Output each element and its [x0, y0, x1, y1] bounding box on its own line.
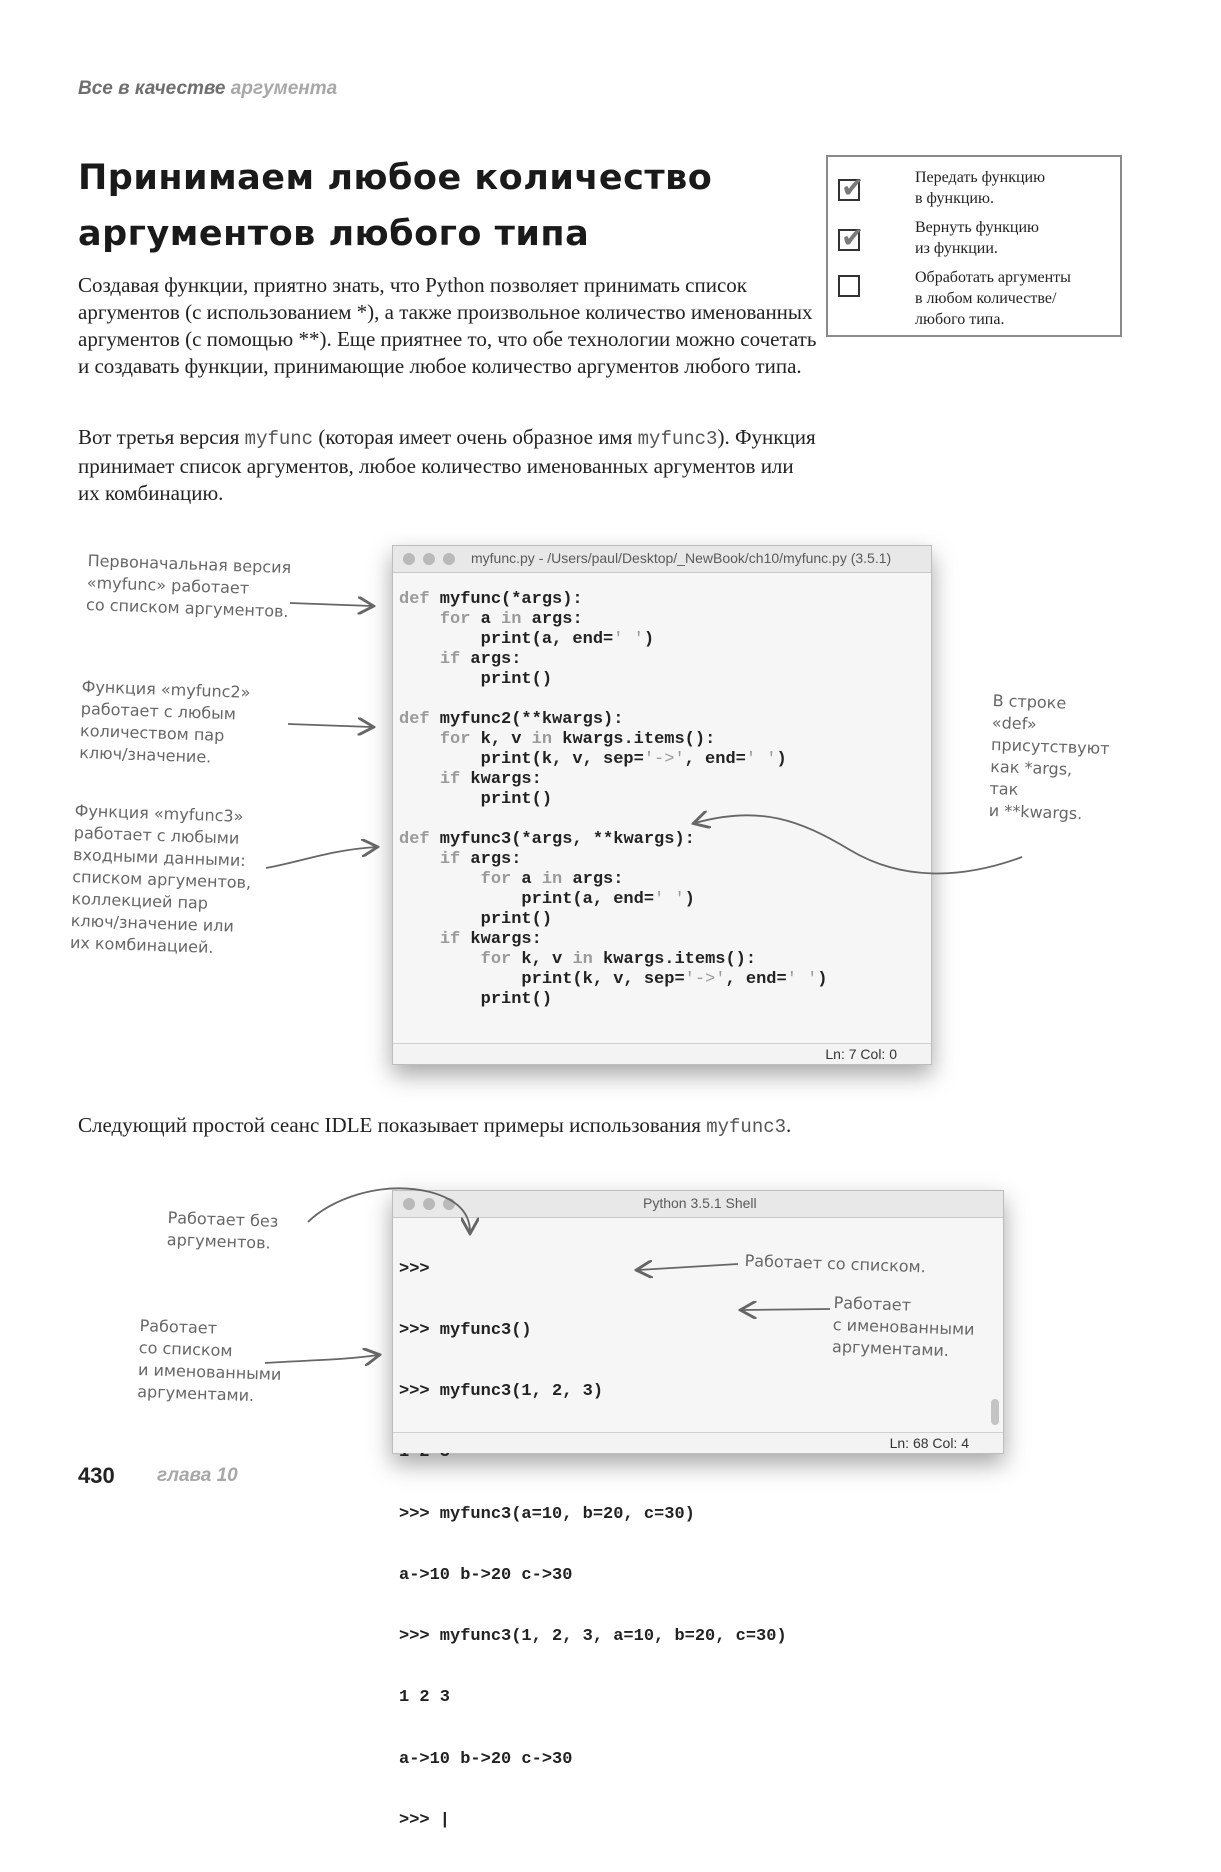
annotation-both: Работает со списком и именованными аргументами.: [136, 1315, 282, 1406]
shell-line: a->10 b->20 c->30: [399, 1749, 573, 1769]
annotation-list: Работает со списком.: [744, 1250, 927, 1277]
scrollbar-thumb[interactable]: [991, 1399, 999, 1425]
shell-line: >>> myfunc3(1, 2, 3, a=10, b=20, c=30): [399, 1627, 787, 1647]
page-title: Принимаем любое количество аргументов любого типа: [78, 158, 713, 254]
progress-checklist: [826, 155, 1122, 337]
window-title: Python 3.5.1 Shell: [643, 1195, 757, 1211]
window-title: myfunc.py - /Users/paul/Desktop/_NewBook/ch10/myfunc.py (3.5.1): [471, 550, 892, 566]
inline-code: myfunc3: [637, 428, 718, 450]
intro-paragraph: Создавая функции, приятно знать, что Python позволяет принимать список аргументов (с использованием *), а также произвольное количество именованных аргументов (с помощью **). Еще приятнее то, что обе технологии можно сочетать и создавать функции, принимающие любое количество аргументов любого типа.: [78, 273, 817, 378]
zoom-icon[interactable]: [443, 1198, 455, 1210]
checkmark-icon: ✔: [841, 171, 865, 204]
code-listing[interactable]: def myfunc(*args): for a in args: print(a, end=' ') if args: print() def myfunc2(**kwargs): for k, v in kwargs.items(): print(k, v, sep='->', end=' ') if kwargs: print() def myfunc3(*args, **kwargs): if args: for a in args: print(a, end=' ') print() if kwargs: for k, v in kwargs.items(): print(k, v, sep='->', end=' ') print(): [399, 590, 828, 1009]
checkbox: [838, 275, 860, 297]
window-titlebar[interactable]: [393, 1191, 1003, 1218]
minimize-icon[interactable]: [423, 1198, 435, 1210]
shell-line: >>> myfunc3(): [399, 1321, 532, 1341]
chapter-label: глава 10: [157, 1465, 238, 1486]
text: (которая имеет очень образное имя: [313, 425, 638, 449]
zoom-icon[interactable]: [443, 553, 455, 565]
running-header: [78, 78, 337, 100]
close-icon[interactable]: [403, 553, 415, 565]
text: Следующий простой сеанс IDLE показывает примеры использования: [78, 1113, 707, 1137]
editor-window: [392, 545, 932, 1065]
inline-code: myfunc: [244, 428, 314, 450]
checkbox: [838, 221, 865, 254]
shell-line: a->10 b->20 c->30: [399, 1565, 573, 1585]
annotation-myfunc2: Функция «myfunc2» работает с любым количеством пар ключ/значение.: [78, 676, 251, 767]
shell-line: 1 2 3: [399, 1688, 451, 1708]
text: Вот третья версия: [78, 425, 245, 449]
arrow: [290, 603, 372, 606]
annotation-kwargs: Работает с именованными аргументами.: [831, 1292, 975, 1361]
running-header-suffix: аргумента: [230, 78, 338, 99]
window-titlebar[interactable]: [393, 546, 931, 573]
second-paragraph: [78, 424, 818, 507]
minimize-icon[interactable]: [423, 553, 435, 565]
shell-line: >>>: [399, 1259, 430, 1279]
shell-output[interactable]: [399, 1219, 787, 1872]
page-number: 430: [78, 1463, 115, 1488]
arrow: [266, 847, 376, 868]
checkbox: [838, 171, 865, 204]
running-header-prefix: Все в качестве: [78, 78, 226, 99]
shell-line: >>> myfunc3(a=10, b=20, c=30): [399, 1504, 695, 1524]
close-icon[interactable]: [403, 1198, 415, 1210]
annotation-myfunc3: Функция «myfunc3» работает с любыми входными данными: списком аргументов, коллекцией пар ключ/значение или их комбинацией.: [69, 800, 252, 957]
annotation-def-line: В строке «def» присутствуют как *args, так и **kwargs.: [988, 690, 1110, 824]
cursor-position: Ln: 7 Col: 0: [825, 1046, 897, 1062]
status-bar: [393, 1043, 931, 1064]
shell-line: >>> |: [399, 1810, 451, 1830]
checklist-label: Обработать аргументы в любом количестве/ любого типа.: [915, 269, 1071, 328]
text: .: [786, 1113, 792, 1137]
shell-line: >>> myfunc3(1, 2, 3): [399, 1382, 604, 1402]
checklist-label: Вернуть функцию из функции.: [915, 219, 1040, 257]
annotation-myfunc: Первоначальная версия «myfunc» работает со списком аргументов.: [85, 550, 292, 622]
third-paragraph: [78, 1112, 978, 1141]
arrow: [288, 724, 372, 727]
text: ). Функция принимает список аргументов, любое количество именованных аргументов или их комбинацию.: [78, 425, 816, 505]
inline-code: myfunc3: [706, 1116, 787, 1138]
checklist-label: Передать функцию в функцию.: [915, 169, 1046, 207]
annotation-no-args: Работает без аргументов.: [166, 1207, 279, 1253]
checkmark-icon: ✔: [841, 221, 865, 254]
cursor-position: Ln: 68 Col: 4: [889, 1435, 969, 1451]
status-bar: [393, 1432, 1003, 1453]
